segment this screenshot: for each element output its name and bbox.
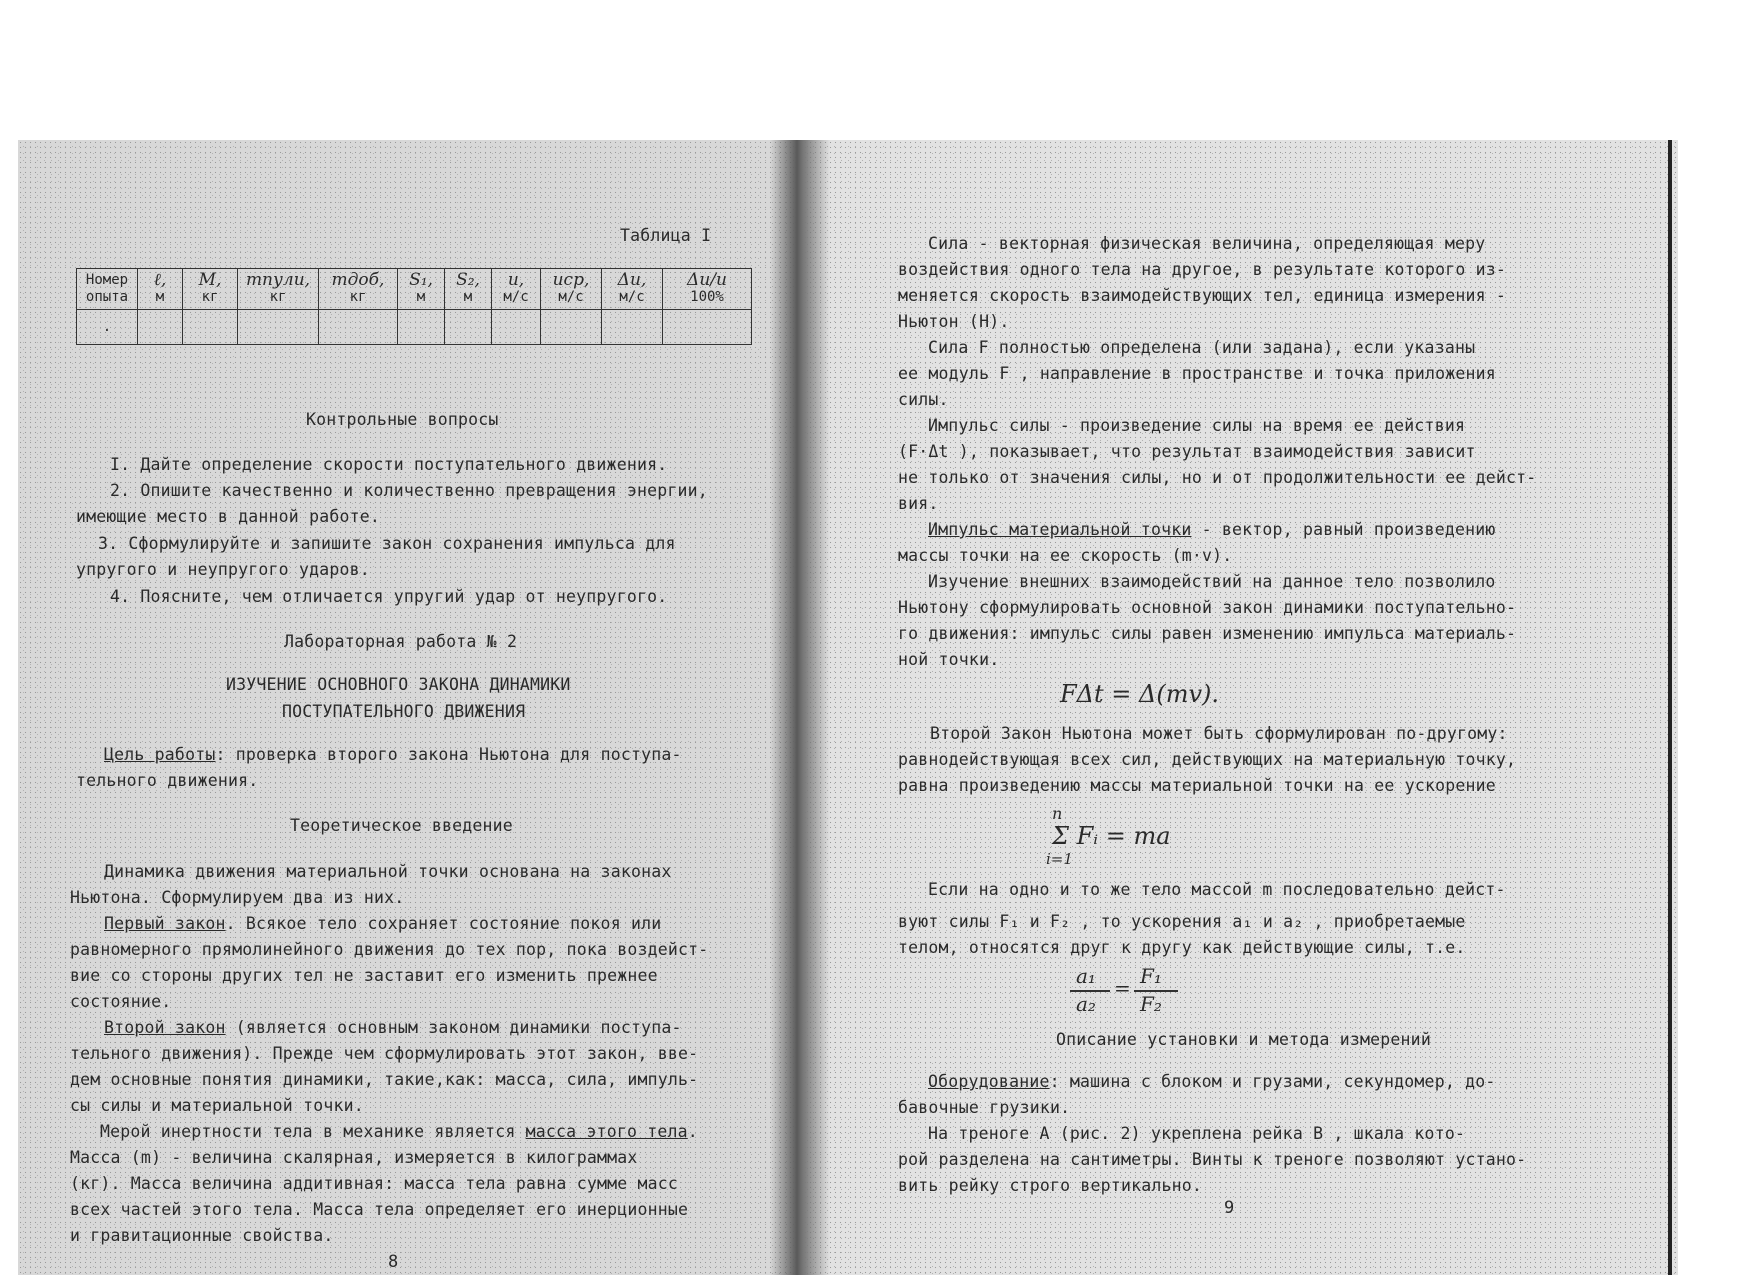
table-cell bbox=[138, 310, 183, 345]
point-impulse-label: Импульс материальной точки bbox=[928, 520, 1192, 539]
goal-label: Цель работы bbox=[104, 745, 216, 764]
table-header-cell: Δu/u 100% bbox=[663, 269, 752, 310]
mass-underlined: масса этого тела bbox=[525, 1122, 688, 1141]
table-header-cell: mпули, кг bbox=[238, 269, 319, 310]
table-cell bbox=[541, 310, 602, 345]
second-law-line-2: тельного движения). Прежде чем сформулировать этот закон, вве- bbox=[70, 1044, 699, 1063]
ratio-equals: = bbox=[1114, 976, 1131, 1000]
sum-formula: Σ Fᵢ = ma bbox=[1052, 822, 1171, 850]
force-def-line-1: Сила F полностью определена (или задана), если указаны bbox=[928, 338, 1476, 357]
second-law-line-3: дем основные понятия динамики, такие,как: масса, сила, импуль- bbox=[70, 1070, 699, 1089]
force-def-line-3: силы. bbox=[898, 390, 949, 409]
setup-title: Описание установки и метода измерений bbox=[1056, 1030, 1431, 1049]
table-header-cell: mдоб, кг bbox=[319, 269, 398, 310]
impulse-formula: FΔt = Δ(mv). bbox=[1060, 680, 1219, 708]
control-questions-title: Контрольные вопросы bbox=[306, 410, 499, 429]
ratio-numerator-left: a₁ bbox=[1076, 964, 1096, 988]
table-header-cell: uср, м/с bbox=[541, 269, 602, 310]
study-line-4: ной точки. bbox=[898, 650, 1000, 669]
table-caption: Таблица I bbox=[620, 226, 712, 245]
table-header-cell: S₂, м bbox=[445, 269, 492, 310]
table-header-cell: u, м/с bbox=[492, 269, 541, 310]
second-law-right-line-2: равнодействующая всех сил, действующих на материальную точку, bbox=[898, 750, 1517, 769]
point-impulse-line-2: массы точки на ее скорость (m·v). bbox=[898, 546, 1233, 565]
mass-line-4: всех частей этого тела. Масса тела определяет его инерционные bbox=[70, 1200, 689, 1219]
page-number-left: 8 bbox=[388, 1252, 399, 1272]
question-1: I. Дайте определение скорости поступательного движения. bbox=[110, 455, 668, 474]
impulse-line-1: Импульс силы - произведение силы на время ее действия bbox=[928, 416, 1466, 435]
table-cell bbox=[663, 310, 752, 345]
second-law-label: Второй закон bbox=[104, 1018, 226, 1037]
point-impulse-line-1: Импульс материальной точки - вектор, равный произведению bbox=[928, 520, 1496, 539]
if-line-3: телом, относятся друг к другу как действующие силы, т.е. bbox=[898, 938, 1466, 957]
second-law-line-1: Второй закон (является основным законом динамики поступа- bbox=[104, 1018, 682, 1037]
book-gutter bbox=[770, 140, 830, 1275]
first-law-line-4: состояние. bbox=[70, 992, 172, 1011]
force-line-3: меняется скорость взаимодействующих тел, единица измерения - bbox=[898, 286, 1507, 305]
ratio-numerator-right: F₁ bbox=[1140, 964, 1162, 988]
impulse-line-3: не только от значения силы, но и от продолжительности ее дейст- bbox=[898, 468, 1537, 487]
table-row bbox=[77, 310, 752, 345]
goal-line-2: тельного движения. bbox=[76, 771, 259, 790]
goal-line-1: Цель работы: проверка второго закона Ньютона для поступа- bbox=[104, 745, 682, 764]
p1-line-1: Динамика движения материальной точки основана на законах bbox=[104, 862, 672, 881]
force-def-line-2: ее модуль F , направление в пространстве и точка приложения bbox=[898, 364, 1496, 383]
table-cell bbox=[398, 310, 445, 345]
table-header-cell: ℓ, м bbox=[138, 269, 183, 310]
table-cell bbox=[319, 310, 398, 345]
mass-line-1: Мерой инертности тела в механике является масса этого тела. bbox=[100, 1122, 698, 1141]
table-header-row bbox=[77, 269, 752, 310]
page-number-right: 9 bbox=[1224, 1198, 1235, 1218]
table-header-cell: M, кг bbox=[183, 269, 238, 310]
equipment-label: Оборудование bbox=[928, 1072, 1050, 1091]
ratio-denominator-left: a₂ bbox=[1076, 992, 1096, 1016]
sum-upper-limit: n bbox=[1052, 804, 1063, 823]
equipment-line-1: Оборудование: машина с блоком и грузами, секундомер, до- bbox=[928, 1072, 1496, 1091]
impulse-line-2: (F·Δt ), показывает, что результат взаимодействия зависит bbox=[898, 442, 1476, 461]
lab-title: Лабораторная работа № 2 bbox=[284, 632, 518, 651]
table-header-cell: Номер опыта bbox=[77, 269, 138, 310]
table-cell bbox=[238, 310, 319, 345]
mass-line-3: (кг). Масса величина аддитивная: масса тела равна сумме масс bbox=[70, 1174, 679, 1193]
theory-title: Теоретическое введение bbox=[290, 816, 513, 835]
second-law-line-4: сы силы и материальной точки. bbox=[70, 1096, 364, 1115]
tripod-line-3: вить рейку строго вертикально. bbox=[898, 1176, 1203, 1195]
lab-subject-line-1: ИЗУЧЕНИЕ ОСНОВНОГО ЗАКОНА ДИНАМИКИ bbox=[226, 675, 571, 694]
force-line-2: воздействия одного тела на другое, в результате которого из- bbox=[898, 260, 1507, 279]
study-line-2: Ньютону сформулировать основной закон динамики поступательно- bbox=[898, 598, 1517, 617]
question-3: 3. Сформулируйте и запишите закон сохранения импульса для bbox=[98, 534, 676, 553]
sum-lower-limit: i=1 bbox=[1046, 850, 1073, 868]
table-cell bbox=[183, 310, 238, 345]
question-4: 4. Поясните, чем отличается упругий удар от неупругого. bbox=[110, 587, 668, 606]
table-header-cell: S₁, м bbox=[398, 269, 445, 310]
study-line-1: Изучение внешних взаимодействий на данное тело позволило bbox=[928, 572, 1496, 591]
table-header-cell: Δu, м/с bbox=[602, 269, 663, 310]
force-line-4: Ньютон (Н). bbox=[898, 312, 1010, 331]
second-law-right-line-3: равна произведению массы материальной точки на ее ускорение bbox=[898, 776, 1496, 795]
tripod-line-2: рой разделена на сантиметры. Винты к треноге позволяют устано- bbox=[898, 1150, 1527, 1169]
lab-subject-line-2: ПОСТУПАТЕЛЬНОГО ДВИЖЕНИЯ bbox=[282, 702, 526, 721]
equipment-line-2: бавочные грузики. bbox=[898, 1098, 1071, 1117]
table-cell bbox=[445, 310, 492, 345]
data-table bbox=[76, 268, 752, 345]
impulse-line-4: вия. bbox=[898, 494, 939, 513]
question-2: 2. Опишите качественно и количественно превращения энергии, bbox=[110, 481, 708, 500]
first-law-line-3: вие со стороны других тел не заставит его изменить прежнее bbox=[70, 966, 658, 985]
first-law-label: Первый закон bbox=[104, 914, 226, 933]
table-cell: . bbox=[77, 310, 138, 345]
first-law-line-1: Первый закон. Всякое тело сохраняет состояние покоя или bbox=[104, 914, 662, 933]
second-law-right-line-1: Второй Закон Ньютона может быть сформулирован по-другому: bbox=[930, 724, 1508, 743]
mass-line-5: и гравитационные свойства. bbox=[70, 1226, 334, 1245]
tripod-line-1: На треноге A (рис. 2) укреплена рейка B , шкала кото- bbox=[928, 1124, 1466, 1143]
study-line-3: го движения: импульс силы равен изменению импульса материаль- bbox=[898, 624, 1517, 643]
mass-line-2: Масса (m) - величина скалярная, измеряется в килограммах bbox=[70, 1148, 638, 1167]
p1-line-2: Ньютона. Сформулируем два из них. bbox=[70, 888, 405, 907]
question-2-cont: имеющие место в данной работе. bbox=[76, 507, 381, 526]
table-cell bbox=[602, 310, 663, 345]
if-line-2: вуют силы F₁ и F₂ , то ускорения a₁ и a₂ , приобретаемые bbox=[898, 912, 1466, 931]
first-law-line-2: равномерного прямолинейного движения до тех пор, пока воздейст- bbox=[70, 940, 709, 959]
table-cell bbox=[492, 310, 541, 345]
force-line-1: Сила - векторная физическая величина, определяющая меру bbox=[928, 234, 1486, 253]
page-edge bbox=[1668, 140, 1672, 1275]
question-3-cont: упругого и неупругого ударов. bbox=[76, 560, 370, 579]
ratio-denominator-right: F₂ bbox=[1140, 992, 1162, 1016]
if-line-1: Если на одно и то же тело массой m последовательно дейст- bbox=[928, 880, 1506, 899]
